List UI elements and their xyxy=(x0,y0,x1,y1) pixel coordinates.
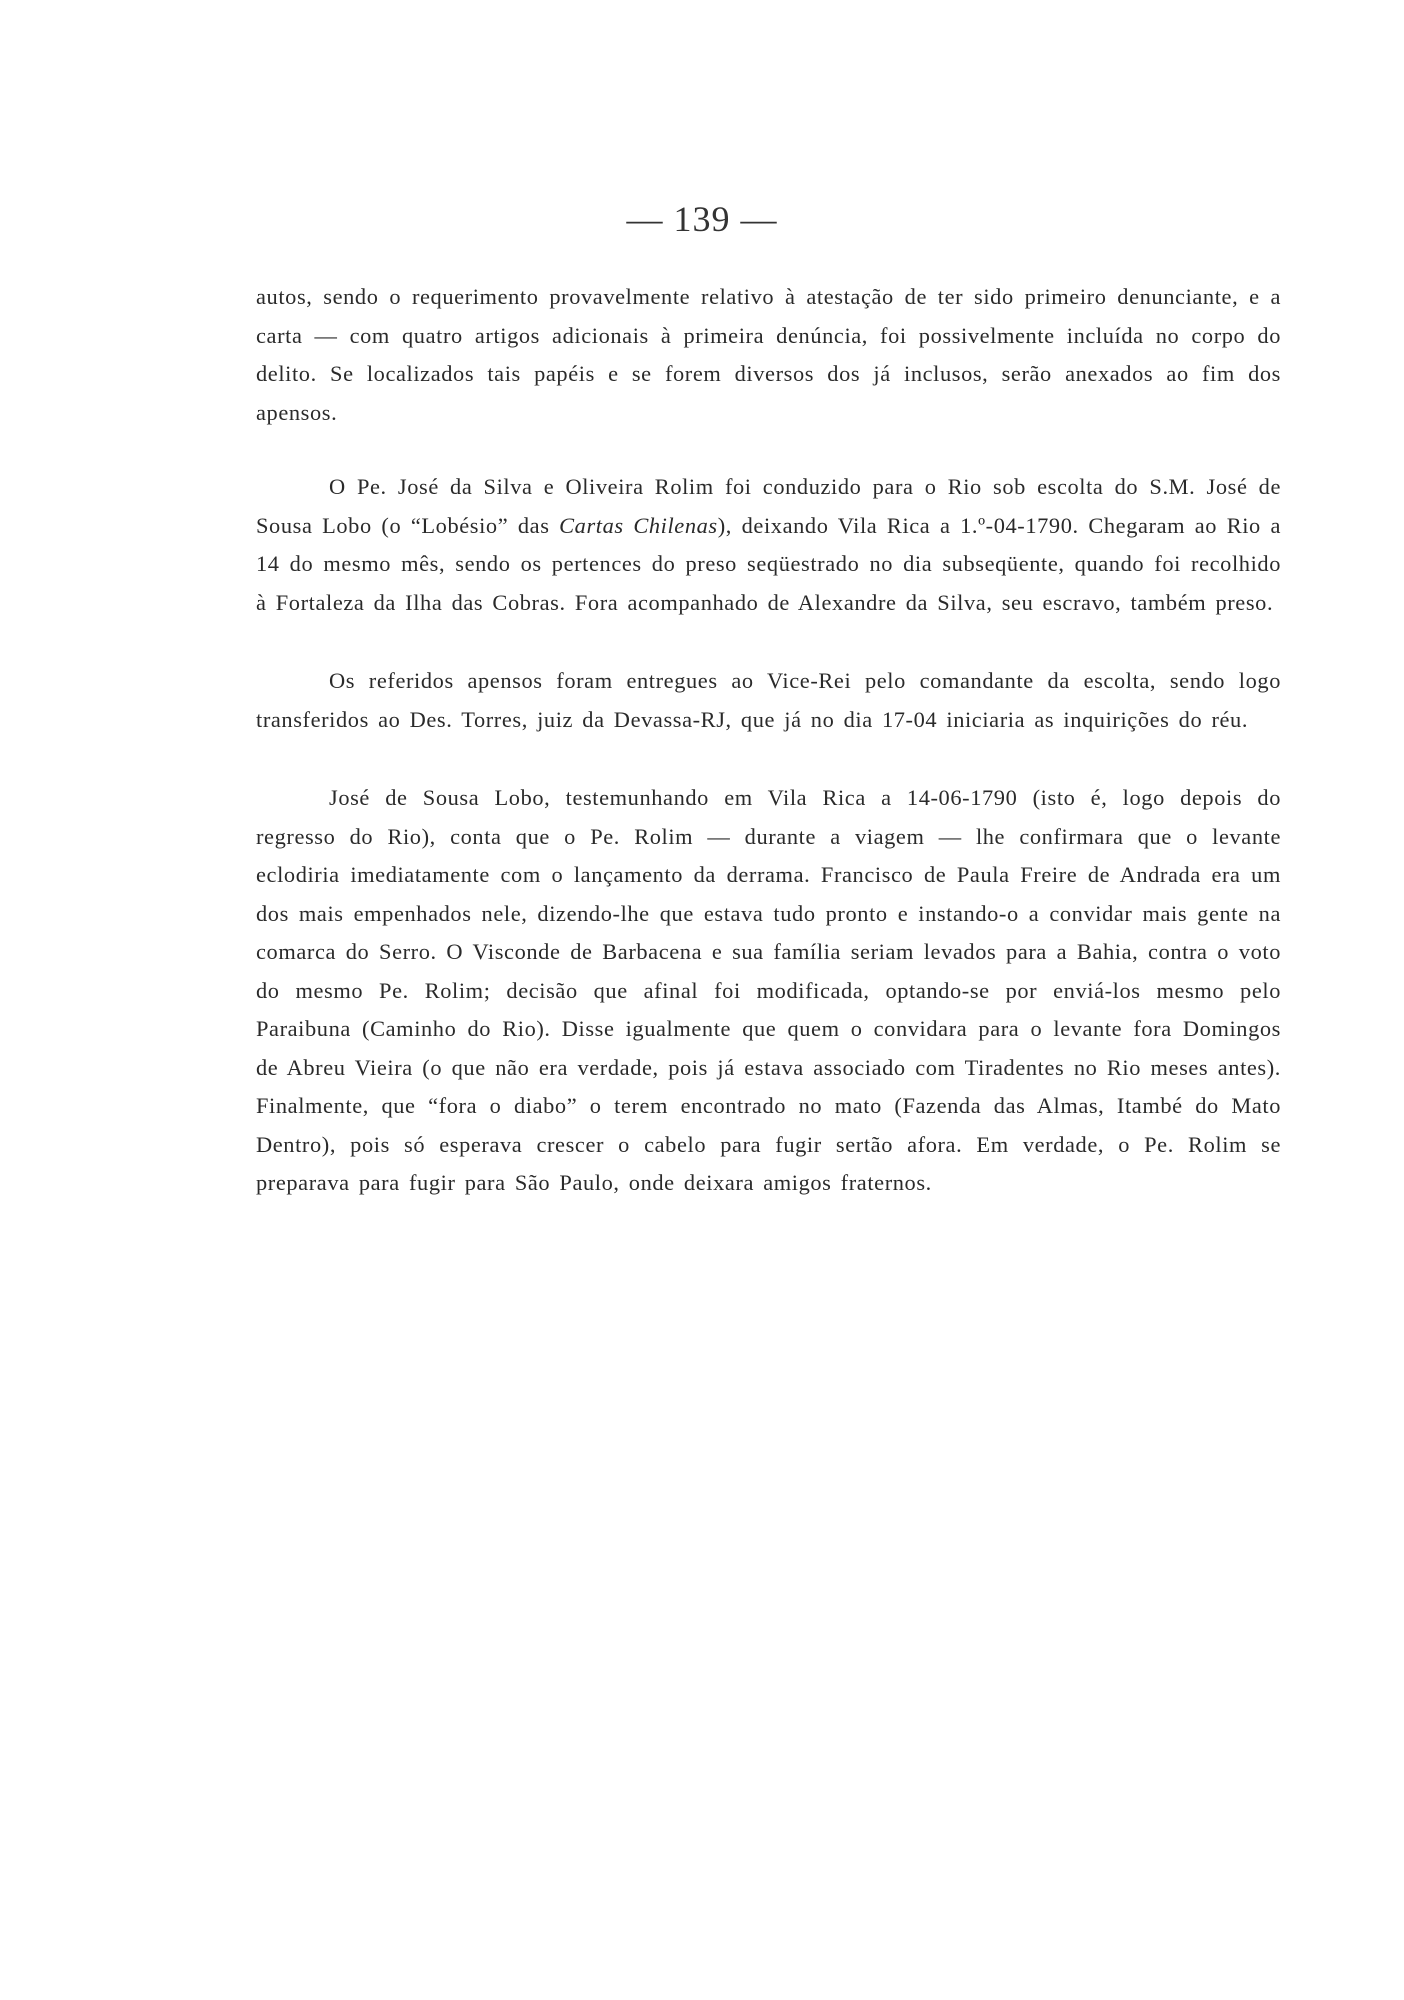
paragraph-continuation: autos, sendo o requerimento provavelmente relativo à atestação de ter sido primeiro denunciante, e a carta — com quatro artigos adicionais à primeira denúncia, foi possivelmente incluída no corpo do delito. Se localizados tais papéis e se forem diversos dos já inclusos, serão anexados ao fim dos apensos. xyxy=(256,284,1281,425)
paragraph-rolim-escort xyxy=(256,468,1281,622)
paragraph-text-after-title: ), deixando Vila Rica a 1.º-04-1790. Chegaram ao Rio a 14 do mesmo mês, sendo os pertences do preso seqüestrado no dia subseqüente, quando foi recolhido à Fortaleza da Ilha das Cobras. Fora acompanhado de Alexandre da Silva, seu escravo, também preso. xyxy=(256,512,1282,615)
book-title-cartas-chilenas: Cartas Chilenas xyxy=(559,512,718,538)
page-number: — 139 — xyxy=(626,199,778,239)
body-text xyxy=(256,278,1281,1203)
paragraph-apensos: Os referidos apensos foram entregues ao Vice-Rei pelo comandante da escolta, sendo logo transferidos ao Des. Torres, juiz da Devassa-RJ, que já no dia 17-04 iniciaria as inquirições do réu. xyxy=(256,668,1281,732)
paragraph-sousa-lobo-testimony: José de Sousa Lobo, testemunhando em Vila Rica a 14-06-1790 (isto é, logo depois do regresso do Rio), conta que o Pe. Rolim — durante a viagem — lhe confirmara que o levante eclodiria imediatamente com o lançamento da derrama. Francisco de Paula Freire de Andrada era um dos mais empenhados nele, dizendo-lhe que estava tudo pronto e instando-o a convidar mais gente na comarca do Serro. O Visconde de Barbacena e sua família seriam levados para a Bahia, contra o voto do mesmo Pe. Rolim; decisão que afinal foi modificada, optando-se por enviá-los mesmo pelo Paraibuna (Caminho do Rio). Disse igualmente que quem o convidara para o levante fora Domingos de Abreu Vieira (o que não era verdade, pois já estava associado com Tiradentes no Rio meses antes). Finalmente, que “fora o diabo” o terem encontrado no mato (Fazenda das Almas, Itambé do Mato Dentro), pois só esperava crescer o cabelo para fugir sertão afora. Em verdade, o Pe. Rolim se preparava para fugir para São Paulo, onde deixara amigos fraternos. xyxy=(256,785,1281,1195)
paragraph-text-before-title: O Pe. José da Silva e Oliveira Rolim foi conduzido para o Rio sob escolta do S.M. José de Sousa Lobo (o “Lobésio” das xyxy=(256,474,1281,538)
